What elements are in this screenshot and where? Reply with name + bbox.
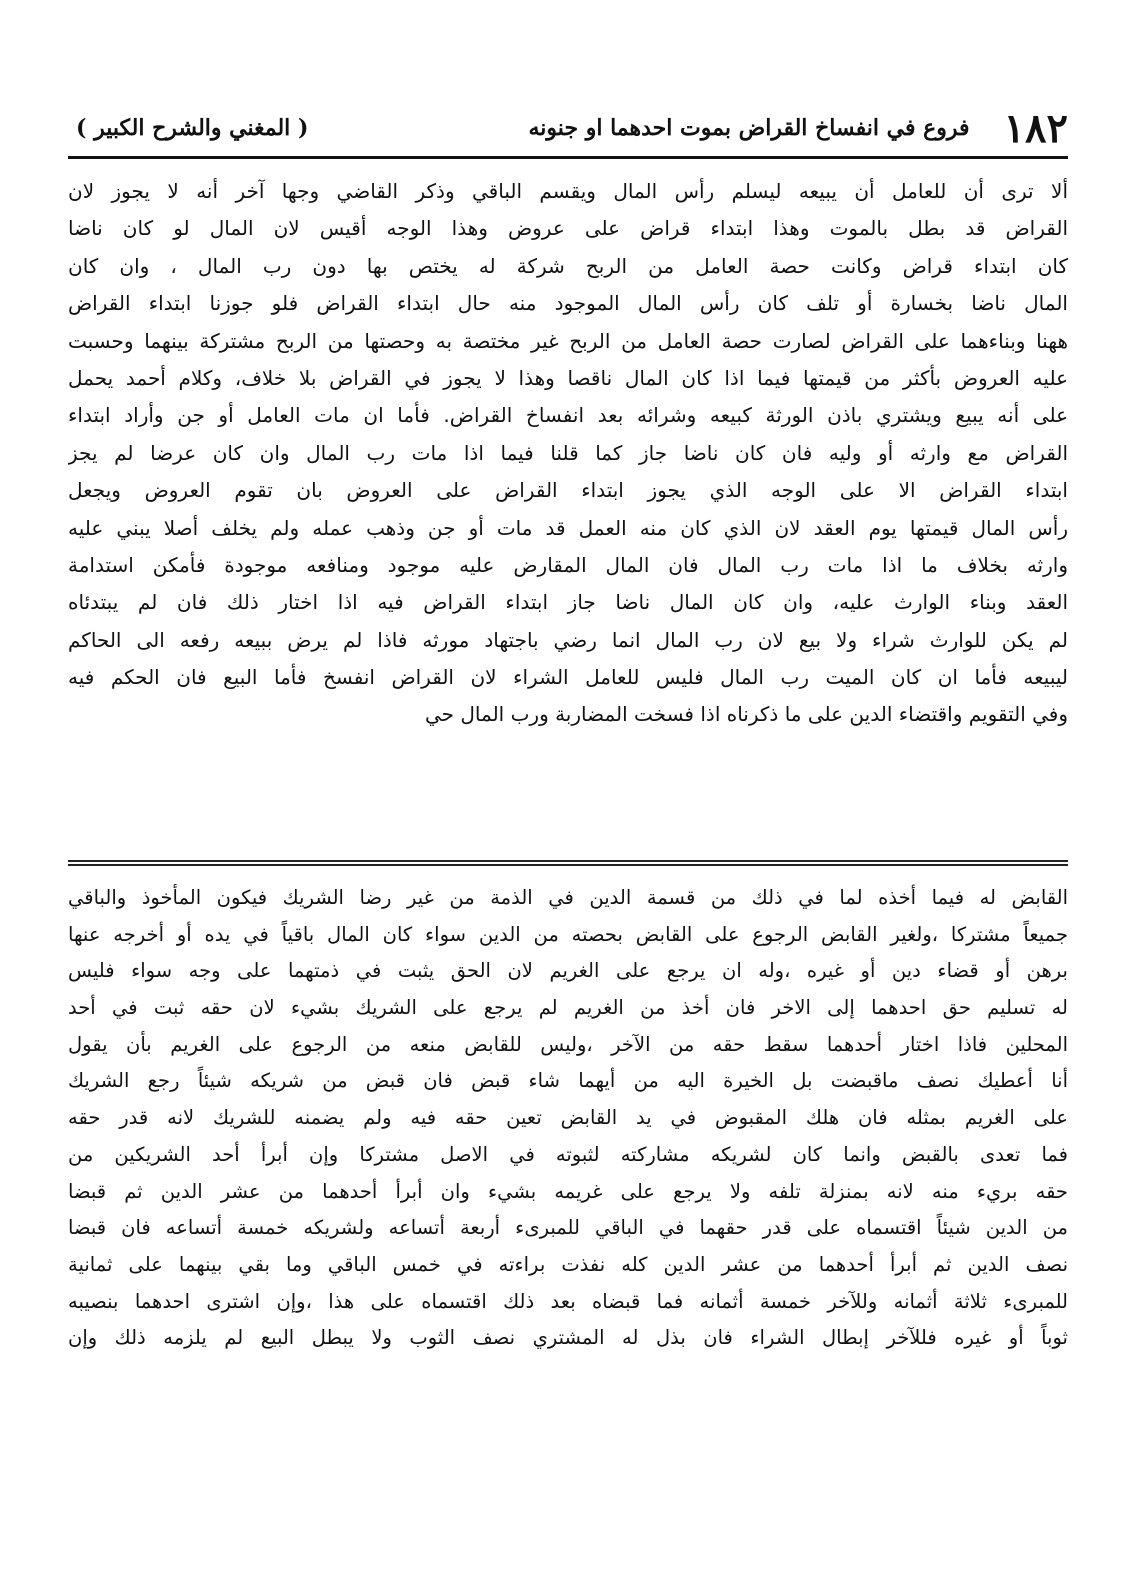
footnote-line: للمبرىء ثلاثة أثمانه وللآخر خمسة أثمانه فما قبضاه بعد ذلك اقتسماه على هذا ،وإن اشترى احدهما بنصيبه	[68, 1289, 1068, 1313]
main-text-line: ألا ترى أن للعامل أن يبيعه ليسلم رأس المال ويقسم الباقي وذكر القاضي وجها آخر أنه لا يجوز لان	[68, 179, 1068, 203]
main-text-line: العقد وبناء الوارث عليه، وان كان المال ناضا جاز ابتداء القراض فيه اذا اختار ذلك فان لم يبتدئاه	[68, 590, 1068, 615]
main-text-line: وفي التقويم واقتضاء الدين على ما ذكرناه اذا فسخت المضاربة ورب المال حي	[425, 702, 1068, 727]
main-text-line: ههنا وبناءهما على القراض لصارت حصة العامل من الربح غير مختصة به وحصتها من الربح مشتركة بينهما وحسبت	[68, 328, 1068, 353]
main-text-line: ابتداء القراض الا على الوجه الذي يجوز ابتداء القراض على العروض بان تقوم العروض ويجعل	[68, 478, 1068, 503]
section-divider	[68, 858, 1068, 868]
running-title: فروع في انفساخ القراض بموت احدهما او جنونه	[528, 115, 970, 141]
main-text	[68, 173, 1068, 734]
main-text-line: القراض قد بطل بالموت وهذا ابتداء قراض على عروض وهذا الوجه أقيس لان المال لو كان ناضا	[68, 216, 1068, 241]
footnote-line: جميعاً مشتركا ،ولغير القابض الرجوع على القابض بحصته من الدين سواء كان المال باقياً في يده أو أخرجه عنها	[68, 922, 1068, 946]
footnote-line: على الغريم بمثله فان هلك المقبوض في يد القابض تعين حقه فيه ولم يضمنه للشريك لانه قدر حقه	[68, 1106, 1068, 1130]
footnote-line: من الدين شيئاً اقتسماه على قدر حقهما في الباقي للمبرىء أربعة أتساعه ولشريكه خمسة أتساعه فان قبضا	[68, 1216, 1068, 1240]
main-text-line: وارثه بخلاف ما اذا مات رب المال فان المال المقارض عليه موجود ومنافعه موجودة فأمكن استدامة	[68, 552, 1068, 577]
footnote-line: أنا أعطيك نصف ماقبضت بل الخيرة اليه من أيهما شاء قبض فان قبض من شريكه شيئاً رجع الشريك	[68, 1069, 1068, 1093]
footnote-line: برهن أو قضاء دين أو غيره ،وله ان يرجع على الغريم لان الحق يثبت في ذمتهما على وجه سواء فليس	[68, 959, 1068, 983]
main-text-line: ليبيعه فأما ان كان الميت رب المال فليس للعامل الشراء لان القراض انفسخ فأما البيع فان الحكم فيه	[68, 665, 1068, 690]
footnote-line: ثوباً أو غيره فللآخر إبطال الشراء فان بذل له المشتري نصف الثوب ولا يبطل البيع لم يلزمه ذلك وإن	[68, 1326, 1068, 1350]
footnote-line: فما تعدى بالقبض وانما كان لشريكه مشاركته لثبوته في الاصل مشتركا وإن أبرأ أحد الشريكين من	[68, 1142, 1068, 1166]
main-text-line: رأس المال قيمتها يوم العقد لان الذي كان منه العمل قد مات أو جن وذهب عمله ولم يخلف أصلا يبني عليه	[68, 515, 1068, 540]
page-header	[68, 100, 1068, 159]
footnote-line: له تسليم حق احدهما إلى الاخر فان أخذ من الغريم لم يرجع على الشريك بشيء لان حقه ثبت في أحد	[68, 996, 1068, 1020]
book-page	[68, 100, 1068, 1350]
main-text-line: كان ابتداء قراض وكانت حصة العامل من الربح شركة له يختص بها دون رب المال ، وان كان	[68, 253, 1068, 278]
main-text-line: القراض مع وارثه أو وليه فان كان ناضا جاز كما قلنا فيما اذا مات رب المال وان كان عرضا لم يجز	[68, 440, 1068, 465]
footnote-line: القابض له فيما أخذه لما في ذلك من قسمة الدين في الذمة من غير رضا الشريك فيكون المأخوذ والباقي	[68, 886, 1068, 909]
main-text-line: المال ناضا بخسارة أو تلف كان رأس المال الموجود منه حال ابتداء القراض فلو جوزنا ابتداء القراض	[68, 291, 1068, 316]
footnote-line: نصف الدين ثم أبرأ أحدهما من عشر الدين كله نفذت براءته في خمس الباقي وما بقي بينهما على ثمانية	[68, 1252, 1068, 1276]
divider-rule-top	[68, 860, 1068, 862]
footnote-line: المحلين فاذا اختار أحدهما سقط حقه من الآخر ،وليس للقابض منعه من الرجوع على الغريم بأن يقول	[68, 1032, 1068, 1056]
main-text-line: على أنه يبيع ويشتري باذن الورثة كبيعه وشرائه بعد انفساخ القراض. فأما ان مات العامل أو جن وأراد ابتداء	[68, 403, 1068, 428]
main-text-line: عليه العروض بأكثر من قيمتها فيما اذا كان المال ناقصا وهذا لا يجوز في القراض بلا خلاف، وكلام أحمد يحمل	[68, 365, 1068, 390]
footnote-line: حقه بريء منه لانه بمنزلة تلفه ولا يرجع على غريمه بشيء وان أبرأ أحدهما من عشر الدين ثم قبضا	[68, 1179, 1068, 1203]
main-text-line: لم يكن للوارث شراء ولا بيع لان رب المال انما رضي باجتهاد مورثه فاذا لم يرض ببيعه رفعه الى الحاكم	[68, 627, 1068, 652]
divider-rule-bottom	[68, 864, 1068, 866]
header-right-group	[529, 105, 1068, 152]
footnote-text	[68, 880, 1068, 1357]
page-number: ١٨٢	[1003, 104, 1068, 152]
book-title: ( المغني والشرح الكبير )	[76, 115, 309, 141]
